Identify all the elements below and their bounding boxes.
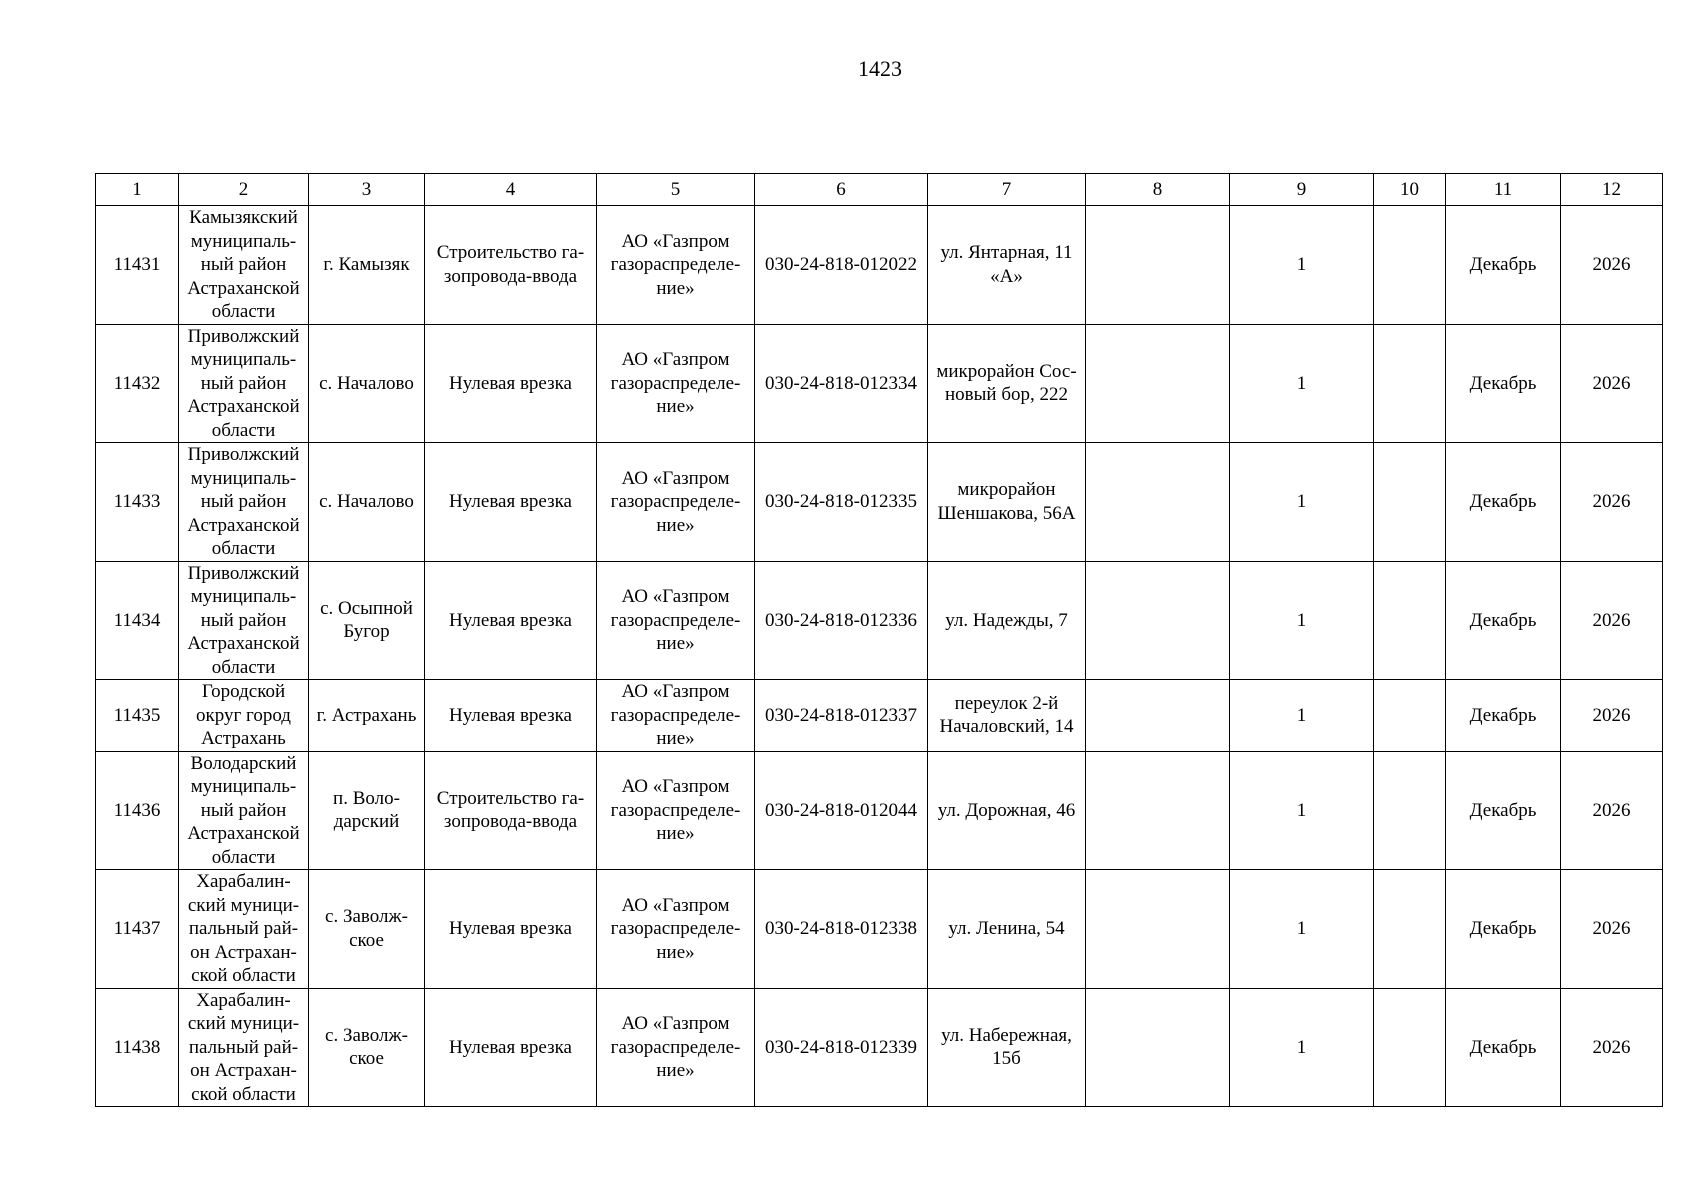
organization: АО «Газпром газораспределе- ние» xyxy=(597,324,755,443)
column-8-cell xyxy=(1086,870,1230,989)
gas-connection-table xyxy=(95,173,1663,1107)
table-row xyxy=(96,988,1663,1107)
column-10-cell xyxy=(1374,988,1446,1107)
row-number: 11436 xyxy=(96,751,179,870)
work-type: Нулевая врезка xyxy=(425,561,597,680)
municipality: Володарский муниципаль- ный район Астраханской области xyxy=(179,751,309,870)
settlement: с. Началово xyxy=(309,443,425,562)
row-number: 11438 xyxy=(96,988,179,1107)
month: Декабрь xyxy=(1446,324,1561,443)
application-number: 030-24-818-012336 xyxy=(755,561,928,680)
organization: АО «Газпром газораспределе- ние» xyxy=(597,206,755,325)
row-number: 11435 xyxy=(96,680,179,752)
application-number: 030-24-818-012022 xyxy=(755,206,928,325)
municipality: Камызякский муниципаль- ный район Астраханской области xyxy=(179,206,309,325)
page-number: 1423 xyxy=(858,56,902,81)
application-number: 030-24-818-012044 xyxy=(755,751,928,870)
work-type: Нулевая врезка xyxy=(425,870,597,989)
quantity: 1 xyxy=(1230,561,1374,680)
column-8-cell xyxy=(1086,324,1230,443)
organization: АО «Газпром газораспределе- ние» xyxy=(597,561,755,680)
table-row xyxy=(96,561,1663,680)
column-header: 6 xyxy=(755,174,928,206)
month: Декабрь xyxy=(1446,870,1561,989)
column-header: 2 xyxy=(179,174,309,206)
column-10-cell xyxy=(1374,206,1446,325)
column-number-row xyxy=(96,174,1663,206)
settlement: с. Заволж- ское xyxy=(309,870,425,989)
work-type: Нулевая врезка xyxy=(425,988,597,1107)
settlement: п. Воло- дарский xyxy=(309,751,425,870)
month: Декабрь xyxy=(1446,443,1561,562)
quantity: 1 xyxy=(1230,751,1374,870)
address: микрорайон Шеншакова, 56А xyxy=(928,443,1086,562)
column-8-cell xyxy=(1086,680,1230,752)
column-8-cell xyxy=(1086,561,1230,680)
application-number: 030-24-818-012337 xyxy=(755,680,928,752)
organization: АО «Газпром газораспределе- ние» xyxy=(597,680,755,752)
column-10-cell xyxy=(1374,751,1446,870)
quantity: 1 xyxy=(1230,988,1374,1107)
column-10-cell xyxy=(1374,324,1446,443)
work-type: Нулевая врезка xyxy=(425,324,597,443)
column-header: 8 xyxy=(1086,174,1230,206)
settlement: с. Началово xyxy=(309,324,425,443)
year: 2026 xyxy=(1561,751,1663,870)
column-8-cell xyxy=(1086,988,1230,1107)
column-header: 12 xyxy=(1561,174,1663,206)
column-10-cell xyxy=(1374,443,1446,562)
table-row xyxy=(96,443,1663,562)
column-header: 3 xyxy=(309,174,425,206)
quantity: 1 xyxy=(1230,206,1374,325)
column-header: 7 xyxy=(928,174,1086,206)
application-number: 030-24-818-012334 xyxy=(755,324,928,443)
work-type: Строительство га- зопровода-ввода xyxy=(425,206,597,325)
row-number: 11434 xyxy=(96,561,179,680)
address: ул. Дорожная, 46 xyxy=(928,751,1086,870)
municipality: Приволжский муниципаль- ный район Астраханской области xyxy=(179,324,309,443)
year: 2026 xyxy=(1561,870,1663,989)
table-row xyxy=(96,324,1663,443)
year: 2026 xyxy=(1561,324,1663,443)
row-number: 11431 xyxy=(96,206,179,325)
application-number: 030-24-818-012335 xyxy=(755,443,928,562)
row-number: 11437 xyxy=(96,870,179,989)
organization: АО «Газпром газораспределе- ние» xyxy=(597,988,755,1107)
municipality: Харабалин- ский муници- пальный рай- он Астрахан- ской области xyxy=(179,988,309,1107)
column-8-cell xyxy=(1086,443,1230,562)
quantity: 1 xyxy=(1230,680,1374,752)
quantity: 1 xyxy=(1230,324,1374,443)
settlement: с. Заволж- ское xyxy=(309,988,425,1107)
municipality: Харабалин- ский муници- пальный рай- он Астрахан- ской области xyxy=(179,870,309,989)
year: 2026 xyxy=(1561,206,1663,325)
organization: АО «Газпром газораспределе- ние» xyxy=(597,870,755,989)
row-number: 11432 xyxy=(96,324,179,443)
column-10-cell xyxy=(1374,561,1446,680)
organization: АО «Газпром газораспределе- ние» xyxy=(597,751,755,870)
quantity: 1 xyxy=(1230,870,1374,989)
quantity: 1 xyxy=(1230,443,1374,562)
address: ул. Набережная, 15б xyxy=(928,988,1086,1107)
month: Декабрь xyxy=(1446,988,1561,1107)
column-header: 9 xyxy=(1230,174,1374,206)
column-8-cell xyxy=(1086,751,1230,870)
column-header: 4 xyxy=(425,174,597,206)
table-header xyxy=(96,174,1663,206)
municipality: Приволжский муниципаль- ный район Астраханской области xyxy=(179,443,309,562)
address: ул. Ленина, 54 xyxy=(928,870,1086,989)
address: переулок 2-й Началовский, 14 xyxy=(928,680,1086,752)
table-row xyxy=(96,680,1663,752)
month: Декабрь xyxy=(1446,751,1561,870)
column-10-cell xyxy=(1374,680,1446,752)
column-8-cell xyxy=(1086,206,1230,325)
municipality: Приволжский муниципаль- ный район Астраханской области xyxy=(179,561,309,680)
month: Декабрь xyxy=(1446,206,1561,325)
organization: АО «Газпром газораспределе- ние» xyxy=(597,443,755,562)
column-header: 10 xyxy=(1374,174,1446,206)
month: Декабрь xyxy=(1446,561,1561,680)
row-number: 11433 xyxy=(96,443,179,562)
month: Декабрь xyxy=(1446,680,1561,752)
column-header: 1 xyxy=(96,174,179,206)
settlement: с. Осыпной Бугор xyxy=(309,561,425,680)
column-header: 5 xyxy=(597,174,755,206)
address: ул. Надежды, 7 xyxy=(928,561,1086,680)
settlement: г. Астрахань xyxy=(309,680,425,752)
column-10-cell xyxy=(1374,870,1446,989)
application-number: 030-24-818-012338 xyxy=(755,870,928,989)
application-number: 030-24-818-012339 xyxy=(755,988,928,1107)
year: 2026 xyxy=(1561,443,1663,562)
settlement: г. Камызяк xyxy=(309,206,425,325)
year: 2026 xyxy=(1561,680,1663,752)
year: 2026 xyxy=(1561,561,1663,680)
table-row xyxy=(96,751,1663,870)
municipality: Городской округ город Астрахань xyxy=(179,680,309,752)
table-row xyxy=(96,206,1663,325)
year: 2026 xyxy=(1561,988,1663,1107)
work-type: Нулевая врезка xyxy=(425,443,597,562)
work-type: Нулевая врезка xyxy=(425,680,597,752)
address: микрорайон Сос- новый бор, 222 xyxy=(928,324,1086,443)
work-type: Строительство га- зопровода-ввода xyxy=(425,751,597,870)
table-row xyxy=(96,870,1663,989)
column-header: 11 xyxy=(1446,174,1561,206)
address: ул. Янтарная, 11 «А» xyxy=(928,206,1086,325)
